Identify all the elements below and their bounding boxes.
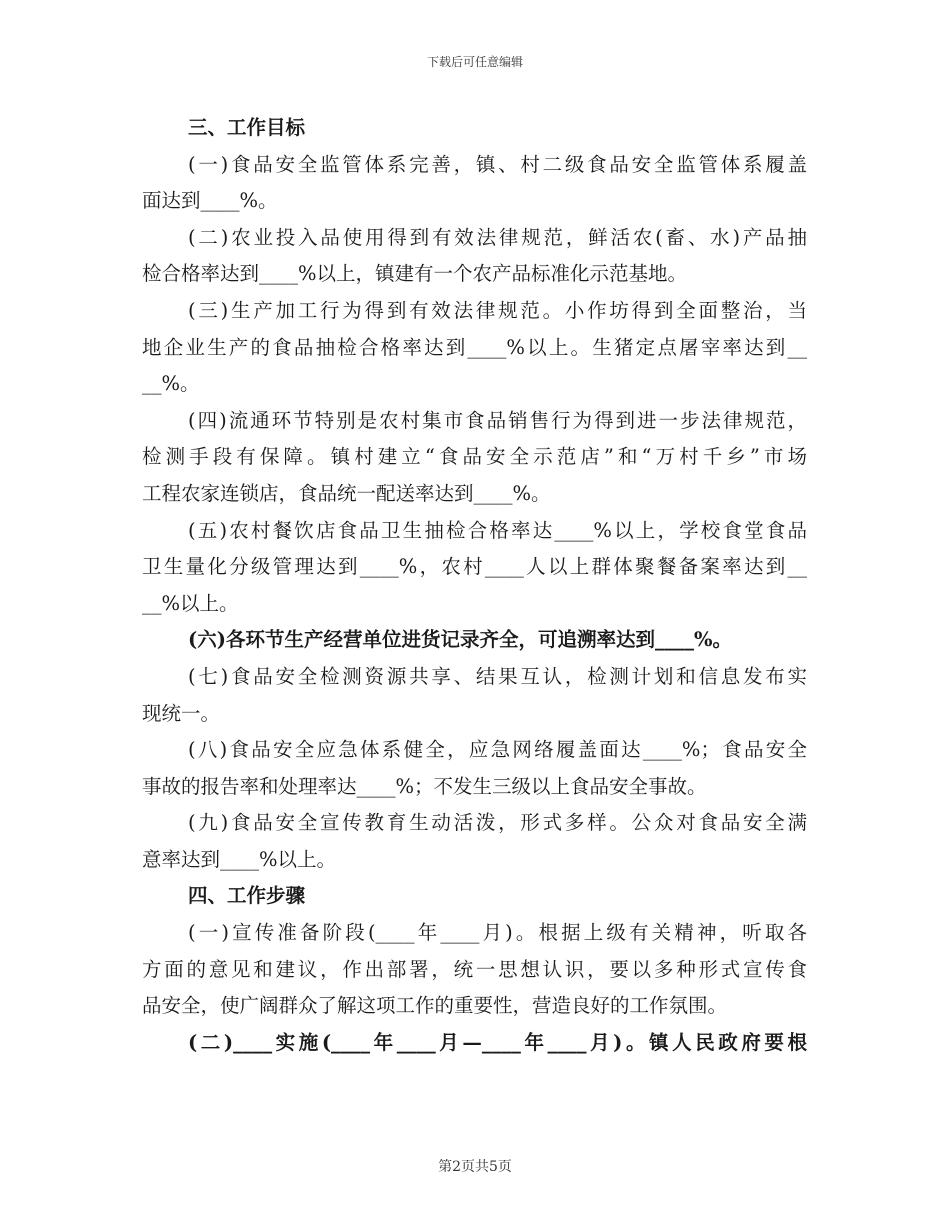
paragraph-line: (一)食品安全监管体系完善，镇、村二级食品安全监管体系履盖 [188, 152, 807, 176]
section-heading-steps: 四、工作步骤 [188, 884, 306, 908]
paragraph-line: (三)生产加工行为得到有效法律规范。小作坊得到全面整治，当 [188, 298, 807, 322]
section-heading-goals: 三、工作目标 [188, 116, 306, 139]
paragraph-line: (九)食品安全宣传教育生动活泼，形式多样。公众对食品安全满 [188, 811, 807, 835]
paragraph-line: 方面的意见和建议，作出部署，统一思想认识，要以多种形式宣传食 [142, 957, 807, 981]
paragraph-line-bold: (六)各环节生产经营单位进货记录齐全，可追溯率达到____%。 [188, 628, 732, 652]
paragraph-line: 现统一。 [142, 701, 221, 725]
paragraph-line: 事故的报告率和处理率达____%；不发生三级以上食品安全事故。 [142, 774, 707, 798]
paragraph-line-bold: (二)____实施(____年____月—____年____月)。镇人民政府要根 [188, 1030, 807, 1054]
paragraph-line: 地企业生产的食品抽检合格率达到____%以上。生猪定点屠宰率达到__ [142, 335, 807, 359]
header-note: 下载后可任意编辑 [426, 55, 523, 69]
page-number: 第2页共5页 [438, 1159, 512, 1175]
paragraph-line: 工程农家连锁店，食品统一配送率达到____%。 [142, 481, 551, 505]
paragraph-line: (四)流通环节特别是农村集市食品销售行为得到进一步法律规范， [188, 408, 807, 432]
paragraph-line: 品安全，使广阔群众了解这项工作的重要性，营造良好的工作氛围。 [142, 994, 728, 1018]
paragraph-line: (八)食品安全应急体系健全，应急网络履盖面达____%；食品安全 [188, 738, 807, 762]
paragraph-line: (一)宣传准备阶段(____年____月)。根据上级有关精神，听取各 [188, 921, 807, 945]
paragraph-line: (七)食品安全检测资源共享、结果互认，检测计划和信息发布实 [188, 664, 807, 688]
paragraph-line: (二)农业投入品使用得到有效法律规范，鲜活农(畜、水)产品抽 [188, 225, 807, 249]
paragraph-line: 意率达到____%以上。 [142, 847, 337, 871]
paragraph-line: 卫生量化分级管理达到____%，农村____人以上群体聚餐备案率达到__ [142, 555, 807, 579]
paragraph-line: 检测手段有保障。镇村建立“食品安全示范店”和“万村千乡”市场 [142, 445, 807, 469]
paragraph-line: __%。 [142, 372, 200, 396]
document-body [142, 110, 807, 1061]
paragraph-line: (五)农村餐饮店食品卫生抽检合格率达____%以上，学校食堂食品 [188, 518, 807, 542]
paragraph-line: __%以上。 [142, 591, 239, 615]
paragraph-line: 面达到____%。 [142, 189, 278, 213]
paragraph-line: 检合格率达到____%以上，镇建有一个农产品标准化示范基地。 [142, 262, 688, 286]
